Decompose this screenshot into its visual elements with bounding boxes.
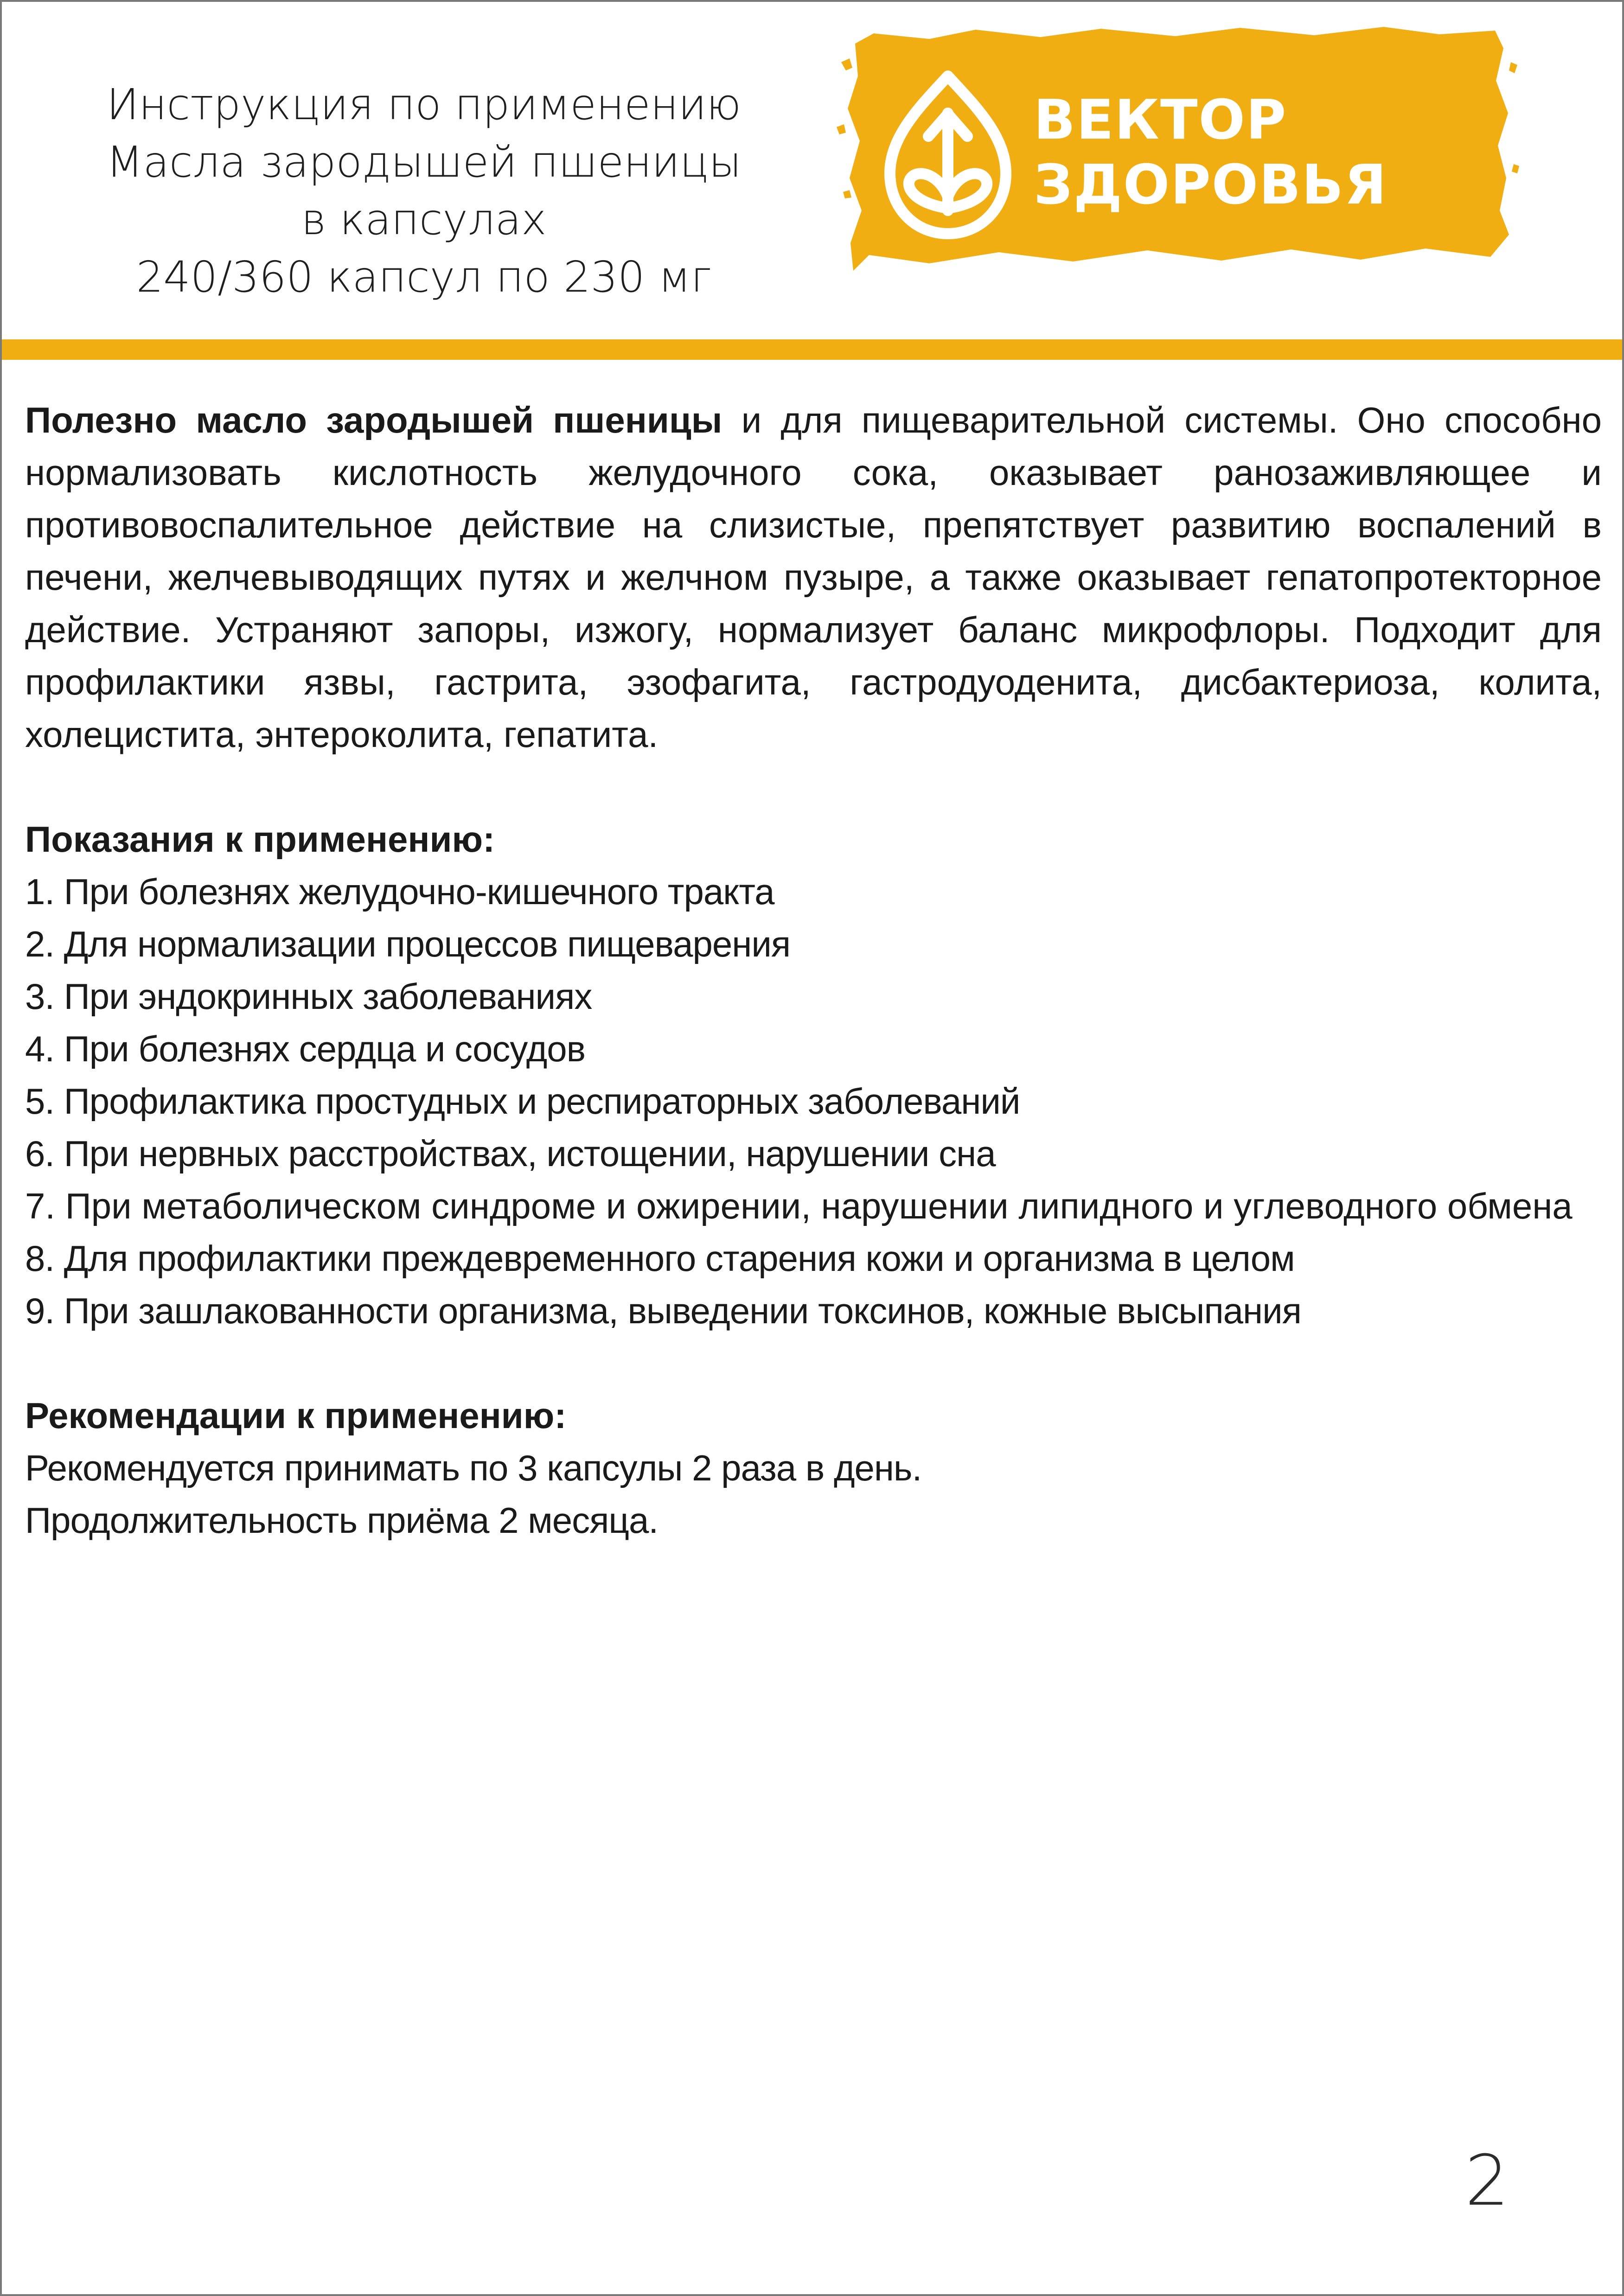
intro-bold-lead: Полезно масло зародышей пшеницы (25, 400, 722, 440)
indications-heading: Показания к применению: (25, 819, 495, 860)
indication-item: 9. При зашлакованности организма, выведении токсинов, кожные высыпания (25, 1290, 1301, 1331)
intro-paragraph (25, 394, 1602, 761)
indication-item: 5. Профилактика простудных и респираторных заболеваний (25, 1081, 1020, 1122)
indication-item: 6. При нервных расстройствах, истощении, нарушении сна (25, 1133, 996, 1174)
brand-name-line2: ЗДОРОВЬЯ (1034, 153, 1387, 217)
recommendation-line: Продолжительность приёма 2 месяца. (25, 1500, 659, 1541)
indication-item: 7. При метаболическом синдроме и ожирении, нарушении липидного и углеводного обмена (25, 1186, 1573, 1226)
recommendations-heading: Рекомендации к применению: (25, 1395, 567, 1436)
page-title (48, 76, 799, 306)
indication-item: 2. Для нормализации процессов пищеварения (25, 924, 791, 964)
indication-item: 1. При болезнях желудочно-кишечного тракта (25, 871, 774, 912)
instruction-body (25, 394, 1602, 1547)
intro-text: и для пищеварительной системы. Оно способно нормализовать кислотность желудочного сока, оказывает ранозаживляющее и противовоспалительное действие на слизистые, препятствует развитию воспалений в печени, желчевыводящих путях и желчном пузыре, а также оказывает гепатопротекторное действие. Устраняют запоры, изжогу, нормализует баланс микрофлоры. Подходит для профилактики язвы, гастрита, эзофагита, гастродуоденита, дисбактериоза, колита, холецистита, энтероколита, гепатита. (25, 400, 1602, 755)
page-number: 2 (1465, 2141, 1509, 2221)
brand-logo (823, 25, 1528, 294)
title-line: 240/360 капсул по 230 мг (136, 252, 712, 302)
title-line: в капсулах (301, 195, 547, 244)
indication-item: 8. Для профилактики преждевременного старения кожи и организма в целом (25, 1238, 1295, 1279)
recommendation-line: Рекомендуется принимать по 3 капсулы 2 раза в день. (25, 1448, 922, 1488)
indication-item: 4. При болезнях сердца и сосудов (25, 1028, 586, 1069)
title-line: Инструкция по применению (106, 80, 742, 129)
title-line: Масла зародышей пшеницы (106, 137, 742, 187)
header-divider (2, 339, 1622, 360)
brand-name-line1: ВЕКТОР (1034, 88, 1287, 152)
indication-item: 3. При эндокринных заболеваниях (25, 976, 592, 1017)
